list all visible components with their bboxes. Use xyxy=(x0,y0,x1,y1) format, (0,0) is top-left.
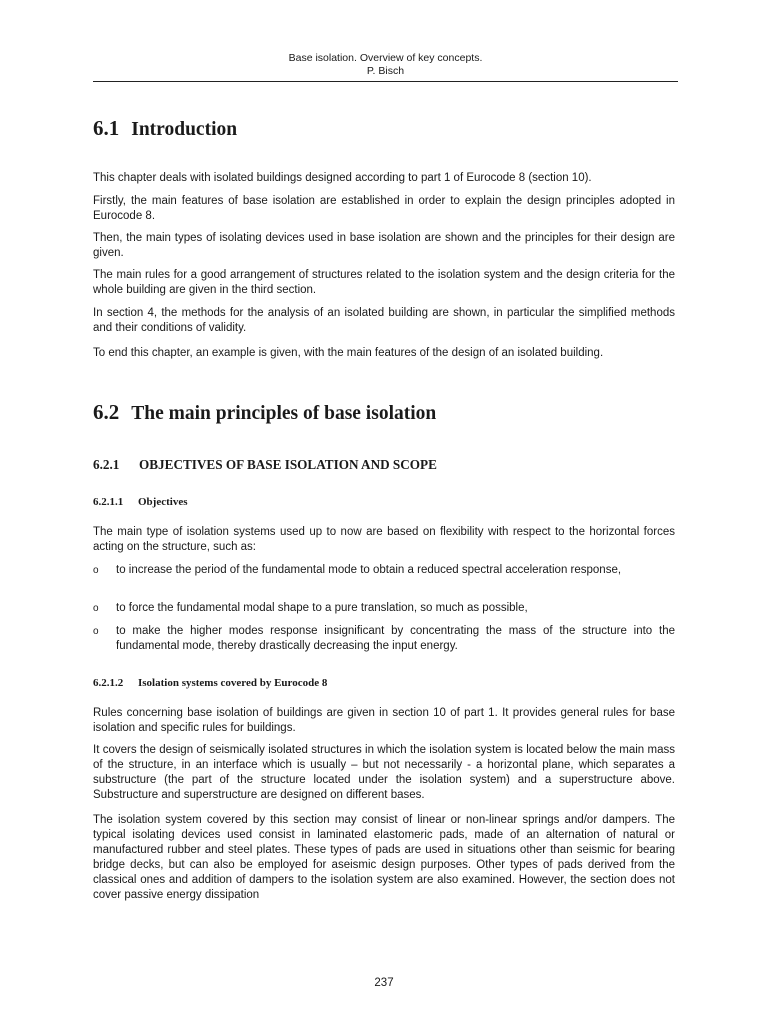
section-number: 6.2.1 xyxy=(93,457,120,472)
intro-paragraph-3: Then, the main types of isolating devices used in base isolation are shown and the principles for their design are given. xyxy=(93,232,675,259)
section-6-2-1-1-heading xyxy=(93,496,187,508)
bullet-mark: o xyxy=(93,565,99,576)
header-divider xyxy=(93,81,678,82)
section-title: Objectives xyxy=(138,496,188,508)
section-number: 6.2.1.1 xyxy=(93,496,124,508)
section-6-2-1-heading xyxy=(93,457,437,473)
intro-paragraph-2: Firstly, the main features of base isolation are established in order to explain the design principles adopted in Eurocode 8. xyxy=(93,195,675,222)
section-number: 6.1 xyxy=(93,116,120,140)
page-number: 237 xyxy=(374,977,394,989)
bullet-item xyxy=(93,563,675,578)
section-title: Isolation systems covered by Eurocode 8 xyxy=(138,677,328,689)
isolation-paragraph-2: It covers the design of seismically isolated structures in which the isolation system is located below the main mass of the structure, in an interface which is usually – but not necessarily - a horizontal plane, which separates a substructure (the part of the structure located under the isolation system) and a superstructure above. Substructure and superstructure are designed on different bases. xyxy=(93,744,675,801)
intro-paragraph-5: In section 4, the methods for the analysis of an isolated building are shown, in particular the simplified methods and their conditions of validity. xyxy=(93,307,675,334)
bullet-item xyxy=(93,601,675,616)
intro-paragraph-4: The main rules for a good arrangement of structures related to the isolation system and the design criteria for the whole building are given in the third section. xyxy=(93,269,675,296)
bullet-item xyxy=(93,624,675,654)
section-6-1-heading xyxy=(93,116,237,141)
section-title: Introduction xyxy=(131,119,238,140)
isolation-paragraph-3: The isolation system covered by this section may consist of linear or non-linear springs and/or dampers. The typical isolating devices used consist in laminated elastomeric pads, made of an alternation of natural or manufactured rubber and steel plates. These types of pads are used in situations other than seismic for bearing bridge decks, but can also be employed for aseismic design purposes. Other types of pads derived from the classical ones and addition of dampers to the isolation system are also examined. However, the section does not cover passive energy dissipation xyxy=(93,814,675,901)
section-number: 6.2 xyxy=(93,400,120,424)
section-6-2-1-2-heading xyxy=(93,677,327,689)
intro-paragraph-1: This chapter deals with isolated buildings designed according to part 1 of Eurocode 8 (section 10). xyxy=(93,172,592,184)
section-6-2-heading xyxy=(93,400,436,425)
bullet-mark: o xyxy=(93,626,99,637)
section-number: 6.2.1.2 xyxy=(93,677,124,689)
running-header-title: Base isolation. Overview of key concepts. xyxy=(288,52,483,64)
bullet-mark: o xyxy=(93,603,99,614)
objectives-intro-paragraph: The main type of isolation systems used up to now are based on flexibility with respect to the horizontal forces acting on the structure, such as: xyxy=(93,526,675,553)
running-header xyxy=(93,52,678,78)
bullet-text: to increase the period of the fundamental mode to obtain a reduced spectral acceleration response, xyxy=(116,564,622,576)
section-title: The main principles of base isolation xyxy=(131,403,437,424)
bullet-text: to force the fundamental modal shape to a pure translation, so much as possible, xyxy=(116,602,528,614)
isolation-paragraph-1: Rules concerning base isolation of buildings are given in section 10 of part 1. It provides general rules for base isolation and specific rules for buildings. xyxy=(93,707,675,734)
intro-paragraph-6: To end this chapter, an example is given, with the main features of the design of an isolated building. xyxy=(93,347,604,359)
running-header-author: P. Bisch xyxy=(366,65,405,77)
bullet-text: to make the higher modes response insignificant by concentrating the mass of the structure into the fundamental mode, thereby drastically decreasing the input energy. xyxy=(116,625,675,652)
section-title: OBJECTIVES OF BASE ISOLATION AND SCOPE xyxy=(139,457,437,472)
